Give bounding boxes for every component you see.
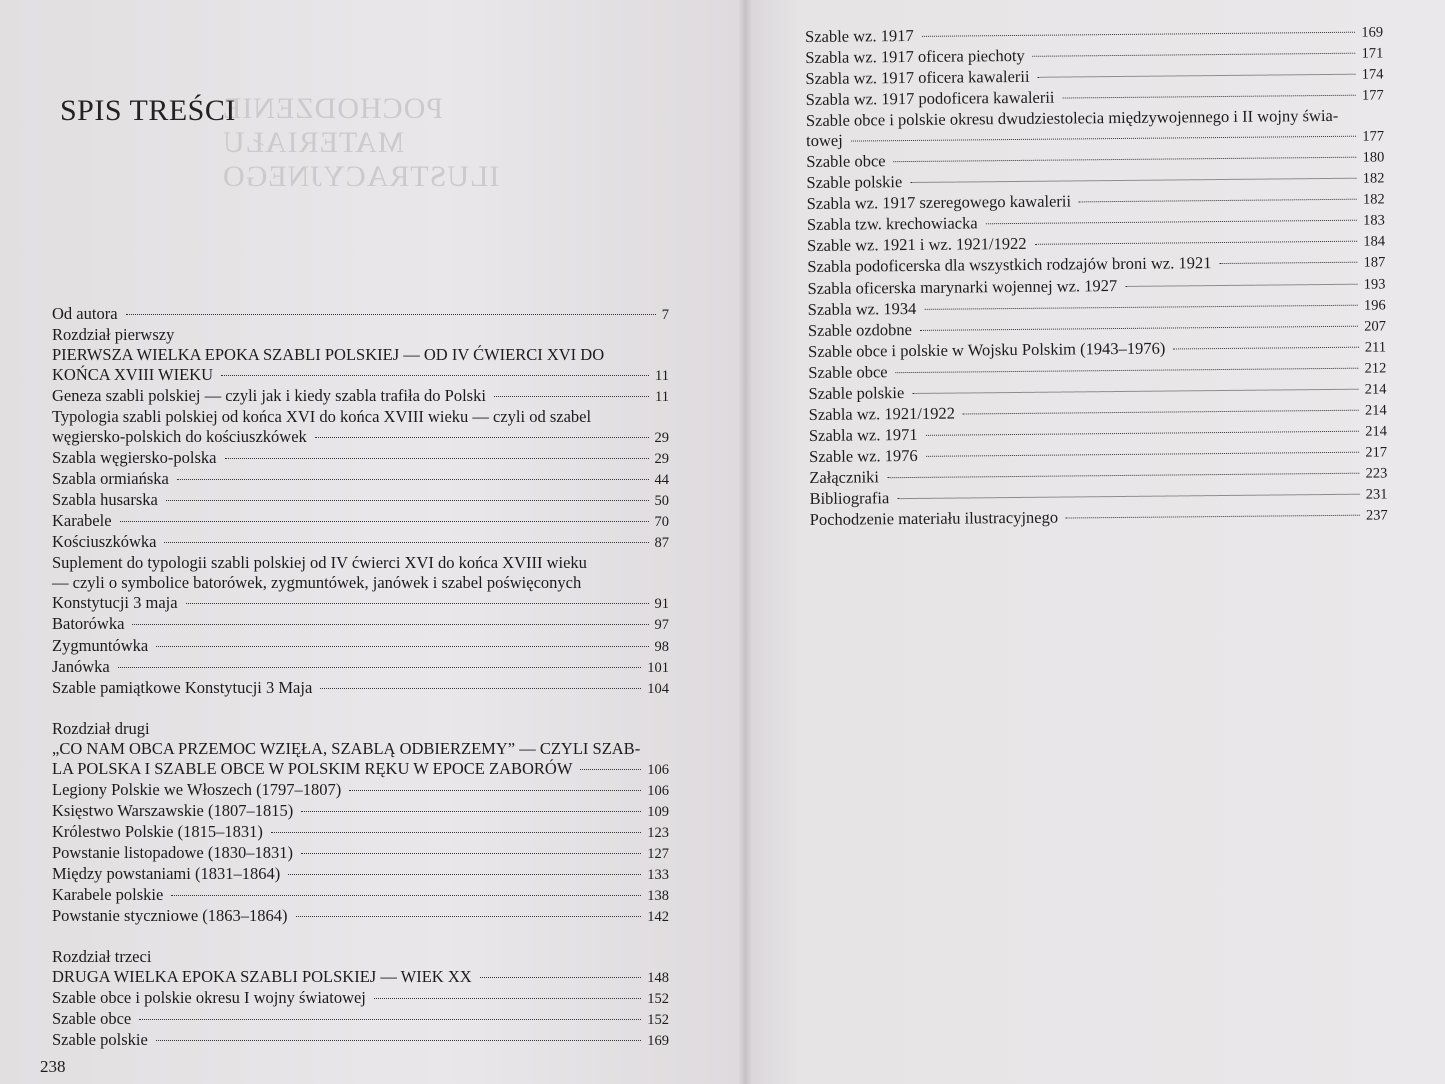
toc-entry-page: 237 <box>1365 507 1388 524</box>
book-gutter <box>738 0 752 1084</box>
toc-entry-title: Szabla wz. 1921/1922 <box>808 403 955 424</box>
toc-entry-title: Szable obce i polskie w Wojsku Polskim (1943–1976) <box>808 338 1166 361</box>
toc-entry <box>52 386 669 407</box>
toc-entry-page: 177 <box>1361 87 1384 104</box>
dot-leader <box>887 473 1360 479</box>
toc-entry-page: 109 <box>647 803 669 820</box>
toc-entry-title: Szabla oficerska marynarki wojennej wz. 1927 <box>807 275 1118 298</box>
toc-entry <box>52 593 669 614</box>
dot-leader <box>851 136 1357 142</box>
toc-entry-title: Legiony Polskie we Włoszech (1797–1807) <box>52 779 342 799</box>
toc-entry-title: Szabla węgiersko-polska <box>52 448 217 468</box>
toc-entry <box>52 780 669 801</box>
section-spacer <box>52 927 669 947</box>
toc-entry-page: 97 <box>654 617 669 634</box>
toc-entry <box>52 448 669 469</box>
toc-entry <box>52 967 669 988</box>
dot-leader <box>118 667 642 668</box>
toc-entry-page: 182 <box>1362 191 1385 208</box>
toc-entry <box>52 511 669 532</box>
toc-entry-title: Batorówka <box>52 614 125 634</box>
toc-entry-title: Szable polskie <box>806 172 903 193</box>
dot-leader <box>1062 95 1355 99</box>
toc-entry-title: Szable obce <box>806 151 886 172</box>
toc-entry-page: 123 <box>647 824 669 841</box>
toc-entry <box>52 864 669 885</box>
toc-entry-page: 193 <box>1363 275 1386 293</box>
page-title: SPIS TREŚCI <box>60 94 236 127</box>
toc-entry-title: węgiersko-polskich do kościuszkówek <box>52 427 307 447</box>
toc-entry-title: Szable wz. 1976 <box>809 445 918 466</box>
toc-entry-title: Księstwo Warszawskie (1807–1815) <box>52 800 294 820</box>
toc-entry-title: Bibliografia <box>809 488 890 508</box>
toc-entry-title: towej <box>806 130 843 151</box>
toc-entry-title: Między powstaniami (1831–1864) <box>52 863 281 883</box>
toc-entry-page: 142 <box>647 908 669 925</box>
dot-leader <box>1033 53 1356 57</box>
toc-entry-page: 11 <box>655 389 669 406</box>
toc-entry-page: 138 <box>647 887 669 904</box>
toc-entry-page: 171 <box>1361 45 1384 62</box>
toc-entry-page: 101 <box>647 659 669 676</box>
toc-text-line: PIERWSZA WIELKA EPOKA SZABLI POLSKIEJ — OD IV ĆWIERCI XVI DO <box>52 345 605 365</box>
toc-entry-title: Janówka <box>52 656 110 676</box>
chapter-label: Rozdział trzeci <box>52 947 152 967</box>
dot-leader <box>1173 346 1359 349</box>
toc-entry-title: Zygmuntówka <box>52 635 149 655</box>
toc-entry-title: Szabla wz. 1934 <box>807 298 917 319</box>
dot-leader <box>1066 515 1360 519</box>
dot-leader <box>963 409 1359 414</box>
toc-entry-title: Powstanie styczniowe (1863–1864) <box>52 905 288 925</box>
toc-entry-page: 214 <box>1365 423 1387 440</box>
dot-leader <box>494 396 649 397</box>
toc-entry-title: Pochodzenie materiału ilustracyjnego <box>809 507 1059 530</box>
toc-entry-title: Szable obce <box>52 1009 132 1029</box>
toc-left <box>52 304 669 1051</box>
toc-entry <box>52 657 669 678</box>
toc-entry-title: Szabla wz. 1917 podoficera kawalerii <box>805 87 1055 110</box>
toc-entry-title: Szabla ormiańska <box>52 469 169 489</box>
toc-entry-page: 50 <box>654 493 669 510</box>
toc-entry-page: 87 <box>654 535 669 552</box>
dot-leader <box>171 895 641 896</box>
toc-entry-page: 98 <box>654 638 669 655</box>
toc-entry-title: Kościuszkówka <box>52 532 157 552</box>
toc-entry <box>52 365 669 386</box>
dot-leader <box>186 603 649 604</box>
toc-entry-page: 211 <box>1364 339 1387 356</box>
toc-entry-page: 29 <box>654 451 669 468</box>
toc-entry-title: Szable obce i polskie okresu I wojny światowej <box>52 988 366 1008</box>
dot-leader <box>221 375 649 376</box>
dot-leader <box>120 521 649 522</box>
toc-entry-title: Szable ozdobne <box>807 319 913 340</box>
toc-text-line: — czyli o symbolice batorówek, zygmuntówek, janówek i szabel poświęconych <box>52 573 582 593</box>
toc-text-line: „CO NAM OBCA PRZEMOC WZIĘŁA, SZABLĄ ODBIERZEMY” — CZYLI SZAB- <box>52 738 641 758</box>
toc-entry-page: 29 <box>654 430 669 447</box>
toc-text-line: Szable obce i polskie okresu dwudziestolecia międzywojennego i II wojny świa- <box>805 106 1339 131</box>
toc-entry-page: 7 <box>661 307 669 323</box>
toc-entry-page: 231 <box>1365 486 1388 503</box>
dot-leader <box>580 769 641 770</box>
dot-leader <box>1219 262 1357 264</box>
toc-entry-page: 177 <box>1362 128 1385 145</box>
toc-entry-title: Załączniki <box>809 467 880 487</box>
toc-entry-title: Szable wz. 1921 i wz. 1921/1922 <box>807 234 1027 256</box>
dot-leader <box>166 500 649 501</box>
toc-entry-title: Szable pamiątkowe Konstytucji 3 Maja <box>52 677 313 697</box>
dot-leader <box>922 32 1356 37</box>
toc-entry-page: 174 <box>1361 66 1384 83</box>
toc-entry-title: Szabla wz. 1917 szeregowego kawalerii <box>806 191 1072 214</box>
dot-leader <box>315 437 649 438</box>
toc-entry-title: Szabla tzw. krechowiacka <box>806 213 978 235</box>
toc-entry-page: 148 <box>647 970 669 987</box>
toc-entry <box>52 885 669 906</box>
toc-entry-page: 44 <box>654 472 669 489</box>
dot-leader <box>126 314 656 315</box>
toc-entry-page: 106 <box>647 761 669 778</box>
toc-entry-page: 169 <box>1361 24 1384 41</box>
dot-leader <box>296 916 642 917</box>
dot-leader <box>926 431 1360 436</box>
toc-right <box>805 21 1388 531</box>
toc-entry-title: Szabla wz. 1971 <box>808 424 918 445</box>
toc-entry-title: Szabla husarska <box>52 490 158 510</box>
toc-entry-title: Szable obce <box>808 361 888 382</box>
toc-entry <box>52 469 669 490</box>
toc-entry-page: 11 <box>655 368 669 385</box>
toc-entry-title: Szable polskie <box>52 1030 148 1050</box>
dot-leader <box>288 874 641 875</box>
dot-leader <box>320 688 641 689</box>
toc-entry-title: KOŃCA XVIII WIEKU <box>52 365 214 385</box>
toc-entry-title: Geneza szabli polskiej — czyli jak i kiedy szabla trafiła do Polski <box>52 386 486 406</box>
dot-leader <box>1079 199 1357 203</box>
dot-leader <box>924 304 1358 309</box>
dot-leader <box>897 494 1360 499</box>
toc-entry-page: 183 <box>1363 212 1385 230</box>
toc-entry-title: Królestwo Polskie (1815–1831) <box>52 821 263 841</box>
dot-leader <box>139 1019 641 1020</box>
toc-entry <box>52 822 669 843</box>
toc-entry-page: 196 <box>1363 297 1386 314</box>
toc-entry-page: 106 <box>647 782 669 799</box>
dot-leader <box>1125 283 1358 286</box>
toc-entry-title: Karabele polskie <box>52 884 164 904</box>
dot-leader <box>1038 74 1356 78</box>
toc-entry <box>52 801 669 822</box>
dot-leader <box>132 624 648 625</box>
toc-entry <box>52 490 669 511</box>
toc-entry-title: Powstanie listopadowe (1830–1831) <box>52 842 294 862</box>
toc-entry-page: 169 <box>647 1033 669 1050</box>
toc-entry-page: 127 <box>647 845 669 862</box>
toc-entry-page: 212 <box>1364 360 1387 377</box>
toc-entry-page: 214 <box>1364 402 1387 419</box>
page-number: 238 <box>40 1057 66 1076</box>
dot-leader <box>156 1040 641 1041</box>
dot-leader <box>894 157 1357 162</box>
toc-entry-title: Karabele <box>52 511 112 531</box>
toc-entry-page: 217 <box>1365 444 1388 461</box>
section-spacer <box>52 699 669 719</box>
toc-entry-page: 104 <box>647 680 669 697</box>
toc-entry-page: 152 <box>647 991 669 1008</box>
show-through-text: POCHODZENIE MATERIAŁU ILUSTRACYJNEGO <box>222 92 500 193</box>
toc-entry-page: 180 <box>1362 149 1385 166</box>
toc-text-line: Typologia szabli polskiej od końca XVI do końca XVIII wieku — czyli od szabel <box>52 407 592 427</box>
toc-entry-page: 207 <box>1364 318 1386 335</box>
toc-entry <box>52 759 669 780</box>
toc-entry <box>52 843 669 864</box>
toc-entry-page: 214 <box>1364 381 1387 398</box>
toc-entry <box>52 614 669 635</box>
dot-leader <box>177 479 649 480</box>
dot-leader <box>1035 241 1358 245</box>
toc-entry-title: Szabla wz. 1917 oficera piechoty <box>805 45 1025 68</box>
dot-leader <box>301 811 641 812</box>
dot-leader <box>912 388 1358 393</box>
dot-leader <box>920 325 1358 330</box>
toc-text-line: Suplement do typologii szabli polskiej od IV ćwierci XVI do końca XVIII wieku <box>52 553 587 573</box>
toc-entry-page: 184 <box>1363 233 1386 251</box>
dot-leader <box>225 458 649 459</box>
toc-entry <box>52 988 669 1009</box>
toc-entry <box>52 427 669 448</box>
toc-entry-title: Szable polskie <box>808 382 905 403</box>
dot-leader <box>349 790 641 791</box>
dot-leader <box>910 178 1356 183</box>
toc-entry-page: 133 <box>647 866 669 883</box>
toc-entry-page: 187 <box>1363 254 1386 272</box>
dot-leader <box>480 977 642 978</box>
dot-leader <box>301 853 641 854</box>
toc-entry <box>52 1030 669 1051</box>
toc-entry <box>52 678 669 699</box>
dot-leader <box>926 452 1360 457</box>
toc-entry-title: Od autora <box>52 304 118 323</box>
toc-entry-title: Szabla wz. 1917 oficera kawalerii <box>805 66 1030 89</box>
dot-leader <box>164 542 648 543</box>
chapter-label: Rozdział drugi <box>52 718 150 738</box>
toc-entry <box>52 906 669 927</box>
toc-entry-page: 70 <box>654 514 669 531</box>
toc-entry <box>52 1009 669 1030</box>
dot-leader <box>271 832 641 833</box>
dot-leader <box>156 646 648 647</box>
dot-leader <box>896 367 1359 372</box>
toc-entry-page: 182 <box>1362 170 1385 187</box>
toc-entry <box>52 636 669 657</box>
toc-entry-title: DRUGA WIELKA EPOKA SZABLI POLSKIEJ — WIEK XX <box>52 967 472 987</box>
toc-entry-title: Konstytucji 3 maja <box>52 593 178 613</box>
dot-leader <box>374 998 641 999</box>
toc-entry <box>52 304 669 325</box>
chapter-label: Rozdział pierwszy <box>52 325 175 345</box>
toc-entry-title: Szable wz. 1917 <box>805 25 914 46</box>
toc-entry-title: LA POLSKA I SZABLE OBCE W POLSKIM RĘKU W EPOCE ZABORÓW <box>52 758 573 778</box>
dot-leader <box>986 220 1358 225</box>
toc-entry <box>52 532 669 553</box>
toc-entry-title: Szabla podoficerska dla wszystkich rodzajów broni wz. 1921 <box>807 253 1212 277</box>
toc-entry-page: 152 <box>647 1012 669 1029</box>
toc-entry-page: 91 <box>654 596 669 613</box>
toc-entry-page: 223 <box>1365 465 1388 482</box>
